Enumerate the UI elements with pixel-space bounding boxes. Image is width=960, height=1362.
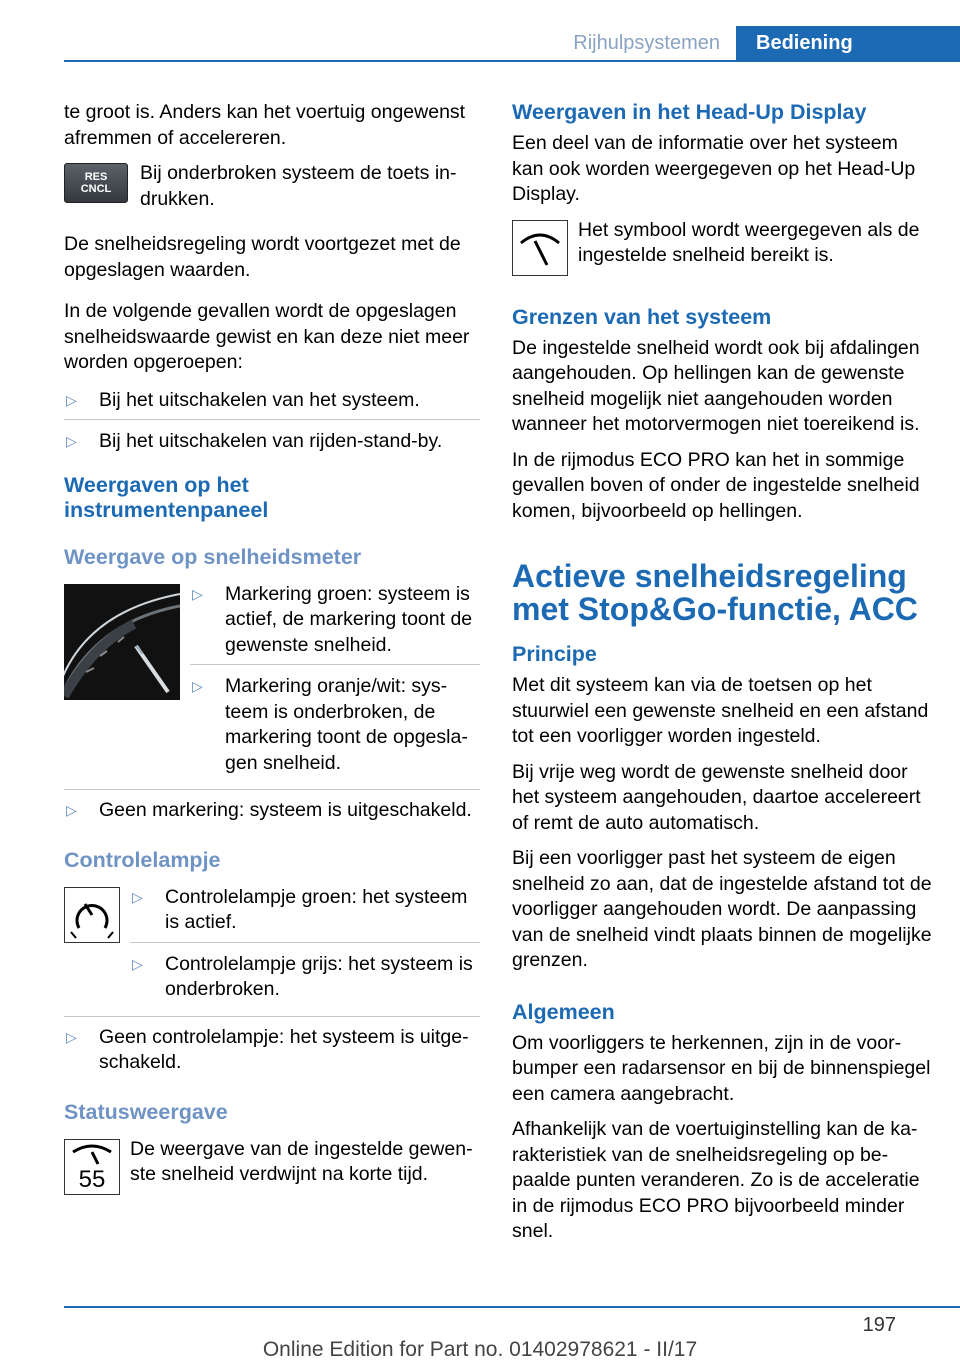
triangle-bullet-icon: ▷	[66, 433, 77, 449]
list-item: ▷ Markering oranje/wit: systeem is onderbroken, de markering toont de opgeslagen snelheid.	[192, 675, 468, 774]
status-display-row	[64, 1137, 480, 1198]
paragraph: De ingestelde snelheid wordt ook bij afdalingen aangehouden. Op hellingen kan de gewenste snelheid mogelijk niet aangehouden worden wanneer het motorvermogen niet toereikend is.	[512, 336, 920, 435]
bullet-list	[190, 582, 480, 786]
paragraph: In de volgende gevallen wordt de opgeslagen snelheidswaarde gewist en kan deze niet meer worden opgeroepen:	[64, 300, 470, 373]
paragraph: De snelheidsregeling wordt voortgezet met de opgeslagen waarden.	[64, 233, 461, 281]
triangle-bullet-icon: ▷	[192, 585, 203, 602]
triangle-bullet-icon: ▷	[192, 678, 203, 694]
footer-rule	[64, 1306, 960, 1308]
left-column	[64, 100, 480, 1208]
page-number: 197	[862, 1314, 896, 1336]
triangle-bullet-icon: ▷	[132, 955, 143, 972]
chapter-tab: Bediening	[736, 26, 960, 62]
paragraph: Bij een voorligger past het systeem de eigen snelheid zo aan, dat de ingestelde afstand tot de voorligger aangehouden wordt. De aanpassing van de snelheid vindt plaats binnen de mogelijke grenzen.	[512, 847, 932, 971]
bullet-list	[64, 789, 480, 824]
speedometer-photo	[64, 584, 180, 700]
bullet-list	[130, 885, 480, 1012]
res-cncl-row	[64, 161, 480, 222]
paragraph: te groot is. Anders kan het voertuig ongewenst afremmen of accelereren.	[64, 101, 466, 149]
bullet-list	[64, 388, 480, 455]
paragraph: Bij vrije weg wordt de gewenste snelheid door het systeem aangehouden, daartoe accelereert of remt de auto automatisch.	[512, 760, 921, 834]
list-item: ▷ Controlelampje groen: het systeem is actief.	[130, 885, 480, 943]
triangle-bullet-icon: ▷	[66, 391, 77, 408]
paragraph: Bij onderbroken systeem de toets indrukken.	[140, 162, 457, 210]
status-display-icon	[64, 1139, 120, 1195]
right-column	[512, 100, 932, 1255]
status-speed-number: 55	[78, 1165, 106, 1193]
section-heading: Principe	[512, 642, 597, 666]
list-item: ▷ Markering groen: systeem is actief, de markering toont de gewenste snelheid.	[190, 582, 480, 666]
speed-marker-icon	[65, 1142, 119, 1168]
edition-footer: Online Edition for Part no. 01402978621 - II/17	[262, 1338, 698, 1361]
speed-reached-icon	[513, 221, 567, 275]
subsection-heading: Controlelampje	[64, 847, 221, 872]
res-label: RES	[84, 171, 108, 183]
triangle-bullet-icon: ▷	[132, 888, 143, 905]
paragraph: Met dit systeem kan via de toetsen op het stuurwiel een gewenste snelheid en een afstand tot een voorligger worden ingesteld.	[512, 674, 929, 747]
section-heading: Grenzen van het systeem	[512, 304, 772, 329]
list-item: ▷ Geen controlelampje: het systeem is uitgeschakeld.	[66, 1025, 469, 1073]
hud-symbol-row	[512, 218, 932, 279]
indicator-lamp-row	[64, 885, 480, 1012]
paragraph: Om voorliggers te herkennen, zijn in de voorbumper een radarsensor en bij de binnenspiegel een camera aangebracht.	[512, 1031, 931, 1105]
paragraph: Een deel van de informatie over het systeem kan ook worden weergegeven op het Head-Up Display.	[512, 132, 916, 205]
list-item: ▷ Controlelampje grijs: het systeem is onderbroken.	[132, 952, 473, 1000]
paragraph: Het symbool wordt weergegeven als de ingestelde snelheid bereikt is.	[578, 218, 920, 266]
bullet-list	[64, 1016, 480, 1076]
section-heading: Weergaven in het Head-Up Display	[512, 100, 867, 124]
speedometer-row	[64, 582, 480, 786]
list-item: ▷ Geen markering: systeem is uitgeschakeld.	[64, 798, 480, 824]
res-cncl-button-icon	[64, 163, 128, 203]
section-heading: Algemeen	[512, 999, 615, 1024]
paragraph: In de rijmodus ECO PRO kan het in sommige gevallen boven of onder de ingestelde snelheid komen, bijvoorbeeld op hellingen.	[512, 448, 920, 522]
paragraph: De weergave van de ingestelde gewenste snelheid verdwijnt na korte tijd.	[130, 1137, 473, 1185]
section-tab: Rijhulpsystemen	[573, 32, 720, 54]
chapter-heading: Actieve snelheidsregeling met Stop&Go-functie, ACC	[512, 558, 918, 627]
cruise-control-icon	[65, 888, 119, 942]
list-item: ▷ Bij het uitschakelen van rijden-stand-by.	[64, 429, 480, 455]
paragraph: Afhankelijk van de voertuiginstelling kan de karakteristiek van de snelheidsregeling op bepaalde punten veranderen. Zo is de acceleratie in de rijmodus ECO PRO bijvoorbeeld minder snel.	[512, 1118, 920, 1242]
subsection-heading: Weergave op snelheidsmeter	[64, 544, 362, 569]
hud-symbol-icon	[512, 220, 568, 276]
header-rule	[64, 60, 960, 62]
speedometer-image	[64, 584, 180, 700]
triangle-bullet-icon: ▷	[66, 802, 77, 818]
indicator-lamp-icon	[64, 887, 120, 943]
list-item: ▷ Bij het uitschakelen van het systeem.	[64, 388, 480, 421]
subsection-heading: Statusweergave	[64, 1099, 228, 1124]
triangle-bullet-icon: ▷	[66, 1028, 77, 1045]
cncl-label: CNCL	[80, 183, 112, 195]
section-heading: Weergaven op het instrumentenpaneel	[64, 472, 269, 522]
